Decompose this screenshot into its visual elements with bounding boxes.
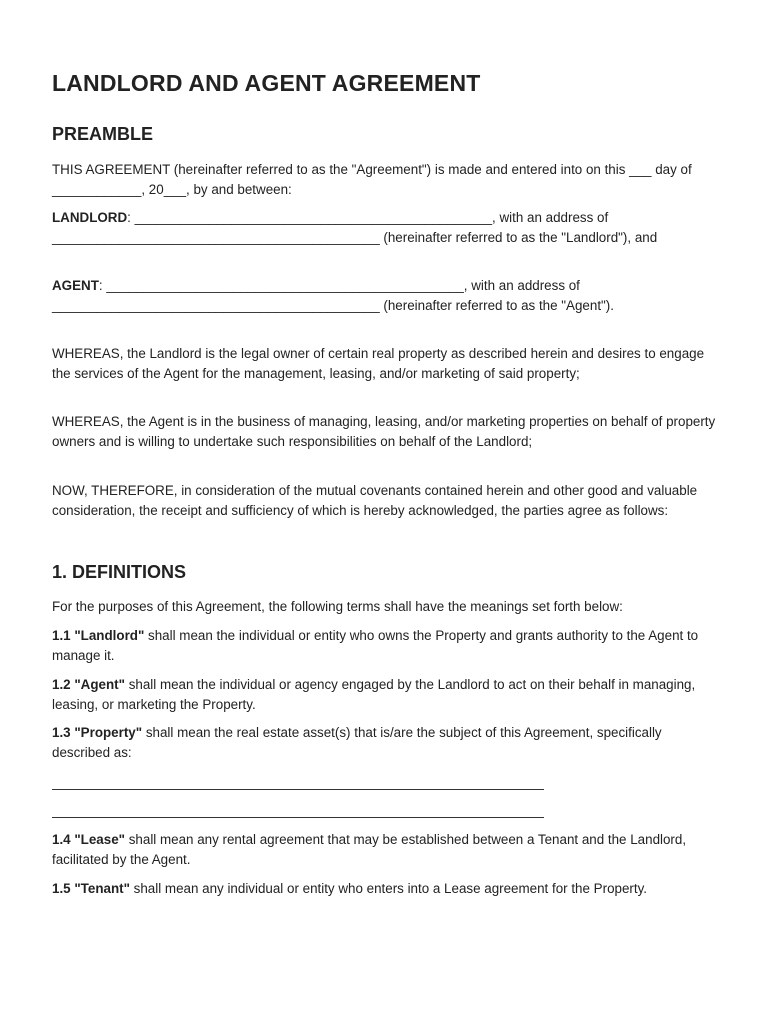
- definition-term: 1.5 "Tenant": [52, 881, 130, 896]
- definition-text: shall mean the individual or entity who owns the Property and grants authority to the Agent to manage it.: [52, 628, 699, 663]
- agent-clause: [52, 276, 722, 315]
- landlord-text: : ________________________________________________, with an address of ____________________________________________ (hereinafter referred to as the "Landlord"), and: [52, 210, 658, 245]
- property-description-line-1: [52, 789, 544, 790]
- definition-term: 1.3 "Property": [52, 725, 143, 740]
- definition-agent: [52, 675, 722, 714]
- definition-text: shall mean the individual or agency engaged by the Landlord to act on their behalf in managing, leasing, or marketing the Property.: [52, 677, 696, 712]
- whereas-paragraph-2: WHEREAS, the Agent is in the business of managing, leasing, and/or marketing properties on behalf of property owners and is willing to undertake such responsibilities on behalf of the Landlord;: [52, 414, 716, 449]
- preamble-intro: THIS AGREEMENT (hereinafter referred to as the "Agreement") is made and entered into on this ___ day of ____________, 20___, by and between:: [52, 162, 692, 197]
- definition-text: shall mean any rental agreement that may be established between a Tenant and the Landlord, facilitated by the Agent.: [52, 832, 687, 867]
- agent-text: : ________________________________________________, with an address of ____________________________________________ (hereinafter referred to as the "Agent").: [52, 278, 614, 313]
- landlord-label: LANDLORD: [52, 210, 128, 225]
- definition-tenant: [52, 879, 722, 899]
- definition-landlord: [52, 626, 722, 665]
- definition-term: 1.1 "Landlord": [52, 628, 145, 643]
- definition-term: 1.2 "Agent": [52, 677, 125, 692]
- definitions-heading: 1. DEFINITIONS: [52, 562, 187, 582]
- document-title: LANDLORD AND AGENT AGREEMENT: [52, 70, 481, 96]
- now-therefore-paragraph: NOW, THEREFORE, in consideration of the mutual covenants contained herein and other good and valuable consideration, the receipt and sufficiency of which is hereby acknowledged, the parties agree as follows:: [52, 483, 698, 518]
- preamble-heading: PREAMBLE: [52, 124, 154, 144]
- definition-term: 1.4 "Lease": [52, 832, 126, 847]
- property-description-line-2: [52, 817, 544, 818]
- agent-label: AGENT: [52, 278, 99, 293]
- definition-text: shall mean any individual or entity who enters into a Lease agreement for the Property.: [129, 881, 648, 896]
- whereas-paragraph-1: WHEREAS, the Landlord is the legal owner of certain real property as described herein and desires to engage the services of the Agent for the management, leasing, and/or marketing of said property;: [52, 346, 705, 381]
- definitions-intro: For the purposes of this Agreement, the following terms shall have the meanings set forth below:: [52, 599, 623, 614]
- definition-text: shall mean the real estate asset(s) that is/are the subject of this Agreement, specifically described as:: [52, 725, 662, 760]
- definition-property: [52, 723, 722, 762]
- definition-lease: [52, 830, 722, 869]
- landlord-clause: [52, 208, 722, 247]
